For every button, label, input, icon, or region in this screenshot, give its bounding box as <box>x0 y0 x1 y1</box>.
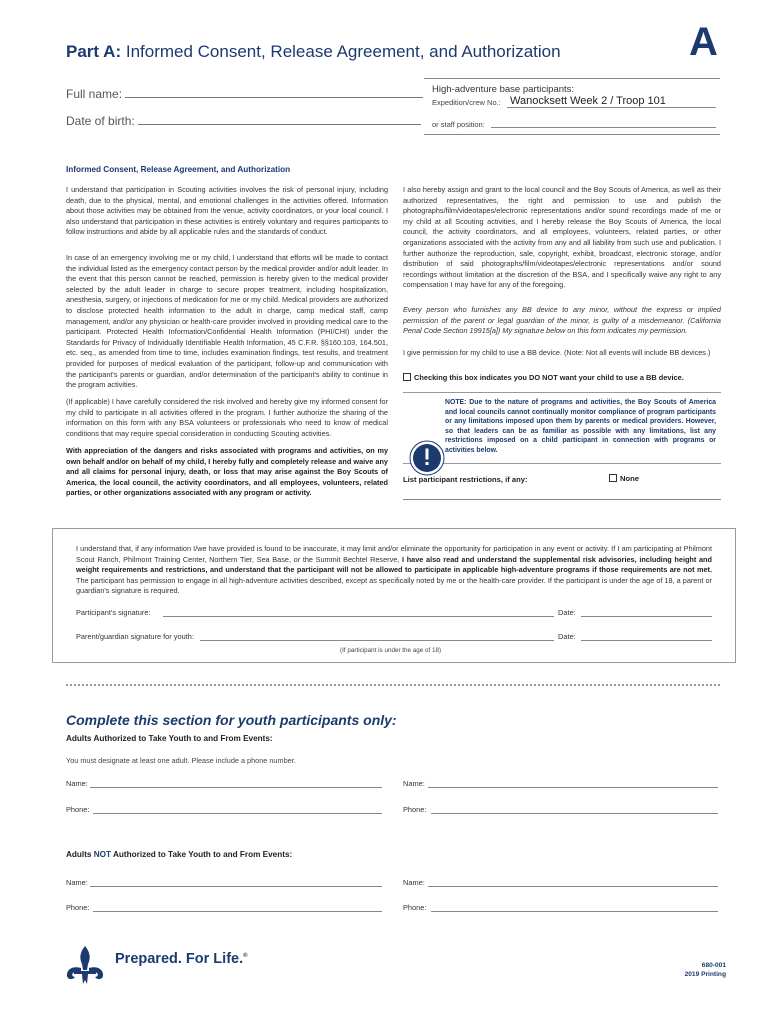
hab-title: High-adventure base participants: <box>432 84 575 95</box>
acknowledgment-paragraph <box>76 544 712 597</box>
expedition-label: Expedition/crew No.: <box>432 98 501 107</box>
bsa-fleur-de-lis-logo <box>62 944 108 986</box>
authorized-phone-2-field[interactable] <box>431 813 718 814</box>
not-authorized-heading <box>66 850 292 859</box>
staff-field[interactable] <box>491 119 716 128</box>
not-authorized-name-1-field[interactable] <box>90 886 382 887</box>
expedition-row <box>432 98 501 107</box>
not-word: NOT <box>93 850 112 859</box>
full-name-field[interactable] <box>125 88 423 98</box>
authorized-name-2-label: Name: <box>403 779 425 788</box>
participant-signature-label: Participant's signature: <box>76 608 151 617</box>
part-label: Part A: <box>66 42 122 61</box>
authorized-name-2-field[interactable] <box>428 787 718 788</box>
bb-permission-text: I give permission for my child to use a BB device. (Note: Not all events will include BB devices.) <box>403 348 711 357</box>
consent-paragraph-3: (If applicable) I have carefully considered the risk involved and hereby give my informed consent for my child to participate in all activities offered in the program. I further authorize the sharing of the information on this form with any BSA volunteers or professionals who need to know of medical conditions that may require special consideration in conducting Scouting activities. <box>66 397 388 438</box>
title-text: Informed Consent, Release Agreement, and Authorization <box>125 42 561 61</box>
none-row <box>609 474 639 483</box>
parent-date-label: Date: <box>558 632 576 641</box>
authorized-phone-1-field[interactable] <box>93 813 382 814</box>
consent-heading: Informed Consent, Release Agreement, and Authorization <box>66 165 291 174</box>
staff-label: or staff position: <box>432 120 485 129</box>
dotted-divider <box>66 684 720 686</box>
consent-paragraph-1: I understand that participation in Scouting activities involves the risk of personal injury, including death, due to the physical, mental, and emotional challenges in the activities offered. Information about those activities may be obtained from the venue, activity coordinators, or your local council. I also understand that participation in these activities is entirely voluntary and requires participants to follow instructions and abide by all applicable rules and the standards of conduct. <box>66 185 388 237</box>
part-letter: A <box>689 20 718 64</box>
not-authorized-name-2-field[interactable] <box>428 886 718 887</box>
designate-instruction: You must designate at least one adult. Please include a phone number. <box>66 756 296 765</box>
full-name-label: Full name: <box>66 87 123 101</box>
not-authorized-phone-1-field[interactable] <box>93 911 382 912</box>
parent-date-field[interactable] <box>581 640 712 641</box>
note-text: NOTE: Due to the nature of programs and activities, the Boy Scouts of America and local councils cannot continually monitor compliance of program participants or any limitations imposed upon them by parents or medical providers. However, so that leaders can be as familiar as possible with any limitations, list any restrictions imposed on a child participant in connection with programs or activities below. <box>445 399 716 454</box>
bb-opt-out-label: Checking this box indicates you DO NOT want your child to use a BB device. <box>414 373 684 382</box>
warning-icon <box>407 438 447 478</box>
printing-year: 2019 Printing <box>684 971 726 978</box>
dob-label: Date of birth: <box>66 114 135 128</box>
participant-date-label: Date: <box>558 608 576 617</box>
authorized-name-1-field[interactable] <box>90 787 382 788</box>
media-release-paragraph: I also hereby assign and grant to the local council and the Boy Scouts of America, as well as their authorized representatives, the right and permission to use and publish the photographs/film/videotapes/electronic representations and/or sound recordings made of me or my child at all Scouting activities, and I hereby release the Boy Scouts of America, the local council, the activity coordinators, and all employees, volunteers, related parties, or other organizations associated with the activity from any and all liability from such use and publication. I further authorize the reproduction, sale, copyright, exhibit, broadcast, electronic storage, and/or distribution of said photographs/film/videotapes/electronic representations and/or sound recordings without limitation at the discretion of the BSA, and I specifically waive any right to any compensation I may have for any of the foregoing. <box>403 185 721 290</box>
bb-opt-out-checkbox[interactable] <box>403 373 411 381</box>
none-checkbox[interactable] <box>609 474 617 482</box>
restrictions-field[interactable] <box>403 499 721 500</box>
ack-part-1: I understand that, if any information I/we have provided is found to be inaccurate, it may limit and/or eliminate the opportunity for participation in any event or activity. If I am participating at Philmont Scout Ranch, Philmont Training Center, Northern Tier, Sea Base, or the Summit Bechtel Reserve, <box>76 544 712 564</box>
authorized-phone-2-label: Phone: <box>403 805 427 814</box>
parent-signature-label: Parent/guardian signature for youth: <box>76 632 194 641</box>
not-authorized-phone-1-label: Phone: <box>66 903 90 912</box>
tagline <box>115 951 248 967</box>
under-18-note: (If participant is under the age of 18) <box>340 647 442 654</box>
tagline-text: Prepared. For Life. <box>115 951 244 967</box>
full-name-row <box>66 87 423 101</box>
not-authorized-name-2-label: Name: <box>403 878 425 887</box>
ack-part-3: The participant has permission to engage in all high-adventure activities described, except as specifically noted by me or the health-care provider. If the participant is under the age of 18, a parent or guardian's signature is required. <box>76 575 712 596</box>
authorized-phone-1-label: Phone: <box>66 805 90 814</box>
not-authorized-phone-2-label: Phone: <box>403 903 427 912</box>
consent-paragraph-2: In case of an emergency involving me or my child, I understand that efforts will be made to contact the individual listed as the emergency contact person by the medical provider and/or adult leader. In the event that this person cannot be reached, permission is hereby given to the medical provider selected by the adult leader in charge to secure proper treatment, including hospitalization, anesthesia, surgery, or injections of medication for me or my child. Medical providers are authorized to disclose protected health information to the adult in charge, camp medical staff, camp management, and/or any physician or health-care provider involved in providing medical care to the participant. Protected Health Information/Confidential Health Information (PHI/CHI) under the Standards for Privacy of Individually Identifiable Health Information, 45 C.F.R. §§160.103, 164.501, etc. seq., as amended from time to time, includes examination findings, test results, and treatment provided for purposes of medical evaluation of the participant, follow-up and communication with the participant's parents or guardian, and/or determination of the participant's ability to continue in the program activities. <box>66 253 388 390</box>
bb-law-paragraph: Every person who furnishes any BB device to any minor, without the express or implied permission of the parent or legal guardian of the minor, is guilty of a misdemeanor. (California Penal Code Section 19915[a]) My signature below on this form indicates my permission. <box>403 305 721 336</box>
not-authorized-name-1-label: Name: <box>66 878 88 887</box>
form-number: 680-001 <box>701 962 726 969</box>
dob-row <box>66 114 421 128</box>
authorized-heading: Adults Authorized to Take Youth to and From Events: <box>66 734 273 743</box>
restrictions-label: List participant restrictions, if any: <box>403 475 528 484</box>
not-authorized-phone-2-field[interactable] <box>431 911 718 912</box>
not-suffix: Authorized to Take Youth to and From Events: <box>111 850 293 859</box>
authorized-name-1-label: Name: <box>66 779 88 788</box>
youth-section-title: Complete this section for youth participants only: <box>66 712 397 728</box>
expedition-value: Wanocksett Week 2 / Troop 101 <box>510 95 666 107</box>
participant-signature-field[interactable] <box>163 616 554 617</box>
parent-signature-field[interactable] <box>200 640 554 641</box>
page-title <box>66 42 561 62</box>
not-prefix: Adults <box>66 850 94 859</box>
release-paragraph: With appreciation of the dangers and risks associated with programs and activities, on my own behalf and/or on behalf of my child, I hereby fully and completely release and waive any and all claims for personal injury, death, or loss that may arise against the Boy Scouts of America, the local council, the activity coordinators, and all employees, volunteers, related parties, or other organizations associated with any program or activity. <box>66 446 388 498</box>
participant-date-field[interactable] <box>581 616 712 617</box>
ack-part-2: I have also read and understand the supplemental risk advisories, including height and weight requirements and restrictions, and understand that the participant will not be allowed to participate in applicable high-adventure programs if those requirements are not met. <box>76 554 712 575</box>
registered-mark: ® <box>243 953 248 960</box>
dob-field[interactable] <box>138 115 421 125</box>
none-label: None <box>620 474 639 483</box>
bb-opt-out-row <box>403 373 684 382</box>
